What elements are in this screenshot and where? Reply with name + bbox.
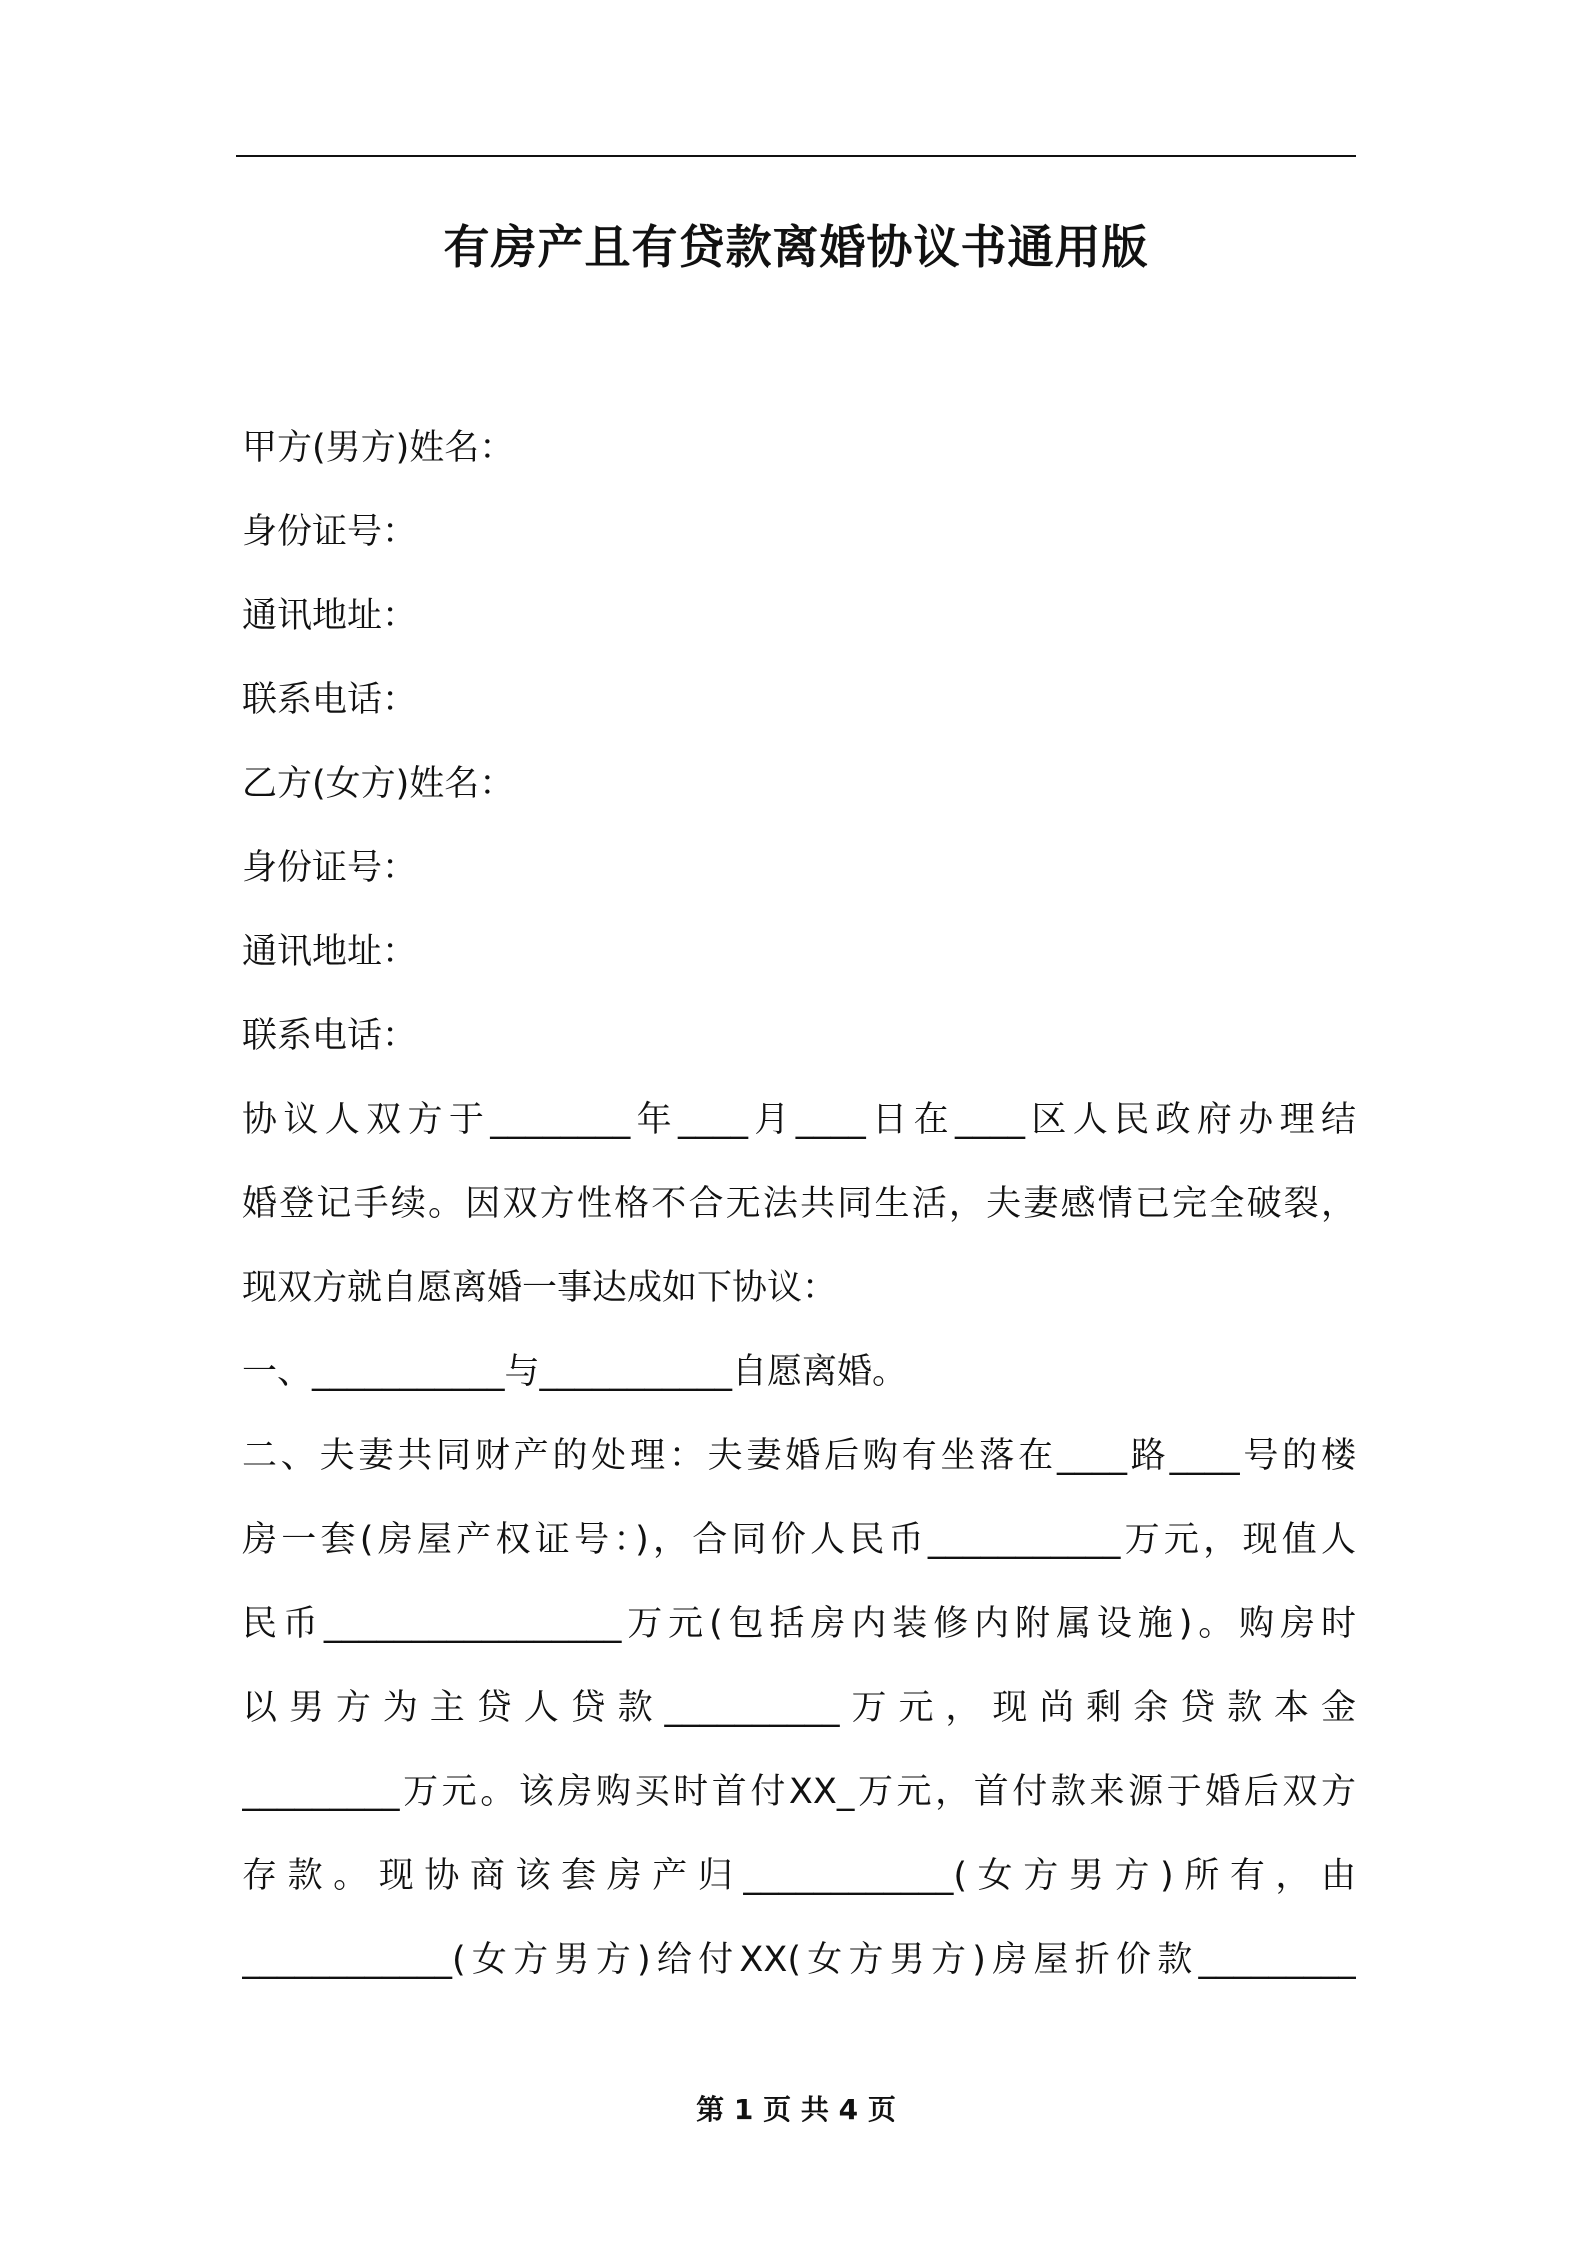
clause-two-line: 存款。现协商该套房产归____________(女方男方)所有，由 bbox=[242, 1856, 1356, 1896]
party-b-address-line: 通讯地址： bbox=[242, 932, 418, 972]
clause-two-line: 二、夫妻共同财产的处理：夫妻婚后购有坐落在____路____号的楼 bbox=[242, 1436, 1356, 1476]
clause-two-line: 以男方为主贷人贷款__________万元，现尚剩余贷款本金 bbox=[242, 1688, 1356, 1728]
party-a-name-line: 甲方(男方)姓名： bbox=[242, 428, 515, 468]
clause-two-line: 房一套(房屋产权证号：)，合同价人民币___________万元，现值人 bbox=[242, 1520, 1356, 1560]
paragraph-line: 婚登记手续。因双方性格不合无法共同生活，夫妻感情已完全破裂， bbox=[242, 1184, 1356, 1224]
party-a-address-line: 通讯地址： bbox=[242, 596, 418, 636]
clause-two-line: ____________(女方男方)给付XX(女方男方)房屋折价款_________ bbox=[242, 1940, 1356, 1980]
party-a-id-line: 身份证号： bbox=[242, 512, 418, 552]
page-footer: 第 1 页 共 4 页 bbox=[696, 2093, 896, 2126]
party-a-phone-line: 联系电话： bbox=[242, 680, 418, 720]
document-body bbox=[242, 406, 1356, 2002]
document-title: 有房产且有贷款离婚协议书通用版 bbox=[443, 220, 1149, 274]
clause-two-line: _________万元。该房购买时首付XX_万元，首付款来源于婚后双方 bbox=[242, 1772, 1356, 1812]
party-b-id-line: 身份证号： bbox=[242, 848, 418, 888]
clause-one-line: 一、___________与___________自愿离婚。 bbox=[242, 1352, 908, 1392]
party-b-phone-line: 联系电话： bbox=[242, 1016, 418, 1056]
clause-two-line: 民币_________________万元(包括房内装修内附属设施)。购房时 bbox=[242, 1604, 1356, 1644]
party-b-name-line: 乙方(女方)姓名： bbox=[242, 764, 515, 804]
header-rule bbox=[236, 155, 1356, 157]
paragraph-line: 现双方就自愿离婚一事达成如下协议： bbox=[242, 1268, 838, 1308]
paragraph-line: 协议人双方于________年____月____日在____区人民政府办理结 bbox=[242, 1100, 1356, 1140]
